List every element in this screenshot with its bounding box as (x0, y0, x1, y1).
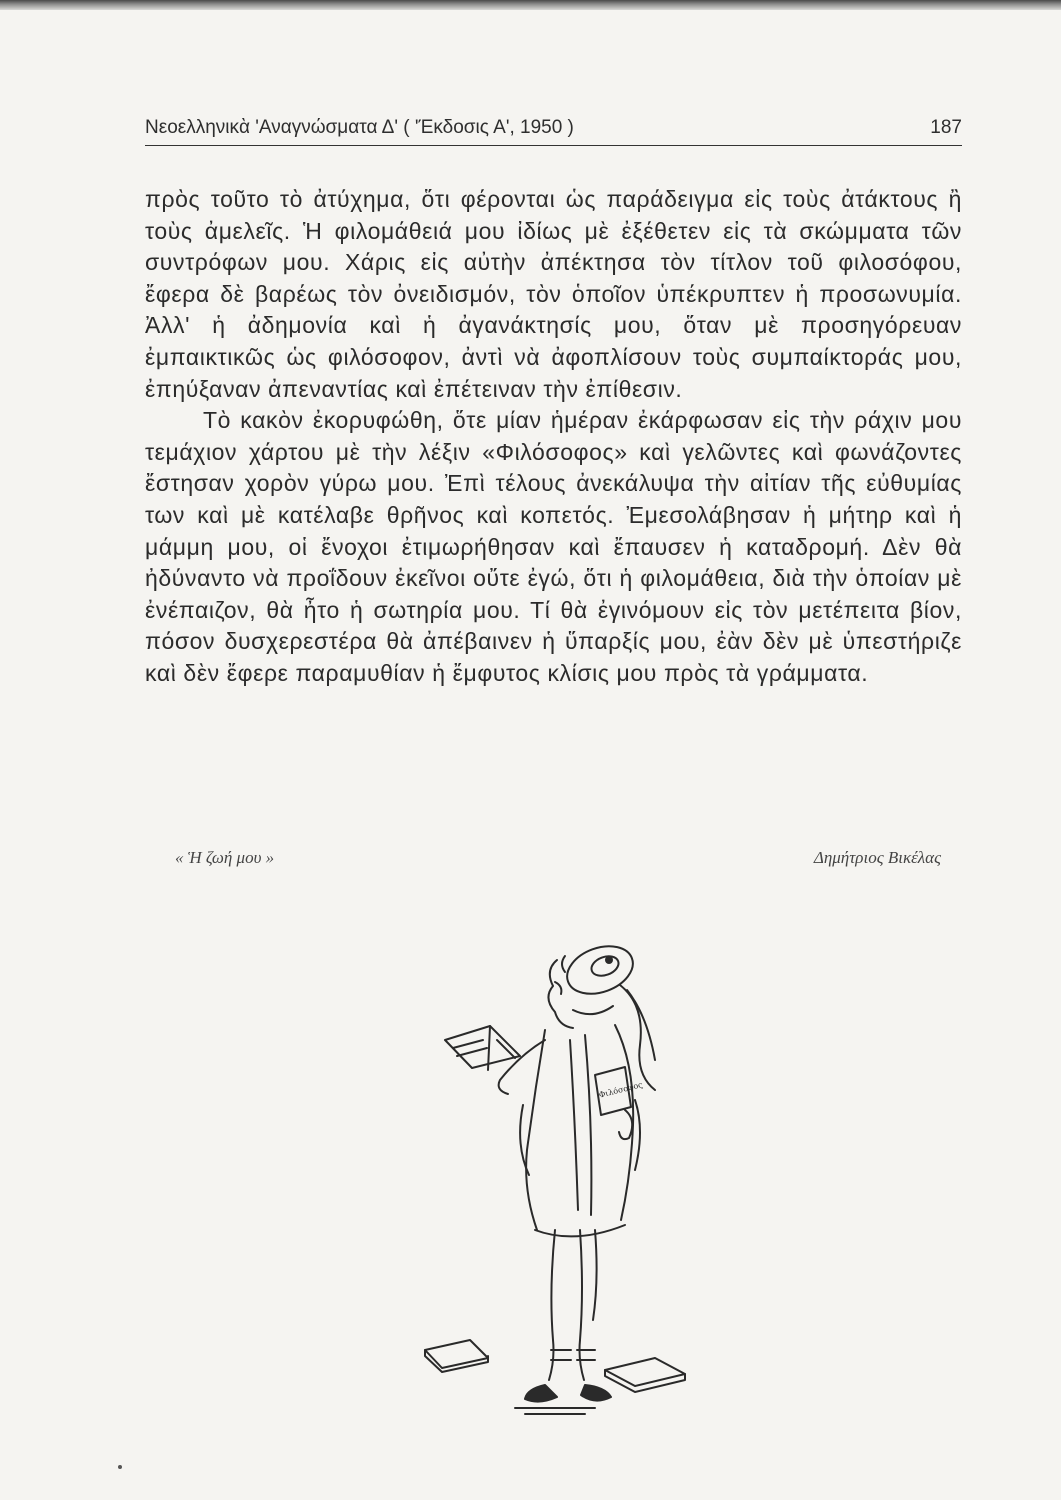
sign-text: Φιλόσοφος (597, 1080, 644, 1100)
source-citation: « Ἡ ζωή μου » (175, 848, 275, 867)
paragraph: πρὸς τοῦτο τὸ ἀτύχημα, ὅτι φέρονται ὡς παράδειγμα εἰς τοὺς ἀτάκτους ἢ τοὺς ἀμελεῖς. Ἡ φιλομάθειά μου ἰδίως μὲ ἐξέθετεν εἰς τὰ σκώμματα τῶν συντρόφων μου. Χάρις εἰς αὐτὴν ἀπέκτησα τὸν τίτλον τοῦ φιλοσόφου, ἔφερα δὲ βαρέως τὸν ὀνειδισμόν, τὸν ὁποῖον ὑπέκρυπτεν ἡ προσωνυμία. Ἀλλ' ἡ ἀδημονία καὶ ἡ ἀγανάκτησίς μου, ὅταν μὲ προσηγόρευαν ἐμπαικτικῶς ὡς φιλόσοφον, ἀντὶ νὰ ἀφοπλίσουν τοὺς συμπαίκτοράς μου, ἐπηύξαναν ἀπεναντίας καὶ ἐπέτειναν τὴν ἐπίθεσιν. (145, 186, 962, 402)
page-number: 187 (930, 117, 962, 138)
boy-reading-illustration (405, 930, 695, 1425)
scan-speck (118, 1465, 122, 1469)
running-header (145, 113, 962, 146)
running-title: Νεοελληνικὰ 'Αναγνώσματα Δ' ( 'Έκδοσις Α', 1950 ) (145, 117, 574, 138)
body-text (145, 184, 962, 690)
paragraph: Τὸ κακὸν ἐκορυφώθη, ὅτε μίαν ἡμέραν ἐκάρφωσαν εἰς τὴν ράχιν μου τεμάχιον χάρτου μὲ τὴν λέξιν «Φιλόσοφος» καὶ γελῶντες καὶ φωνάζοντες ἔστησαν χορὸν γύρω μου. Ἐπὶ τέλους ἀνεκάλυψα τὴν αἰτίαν τῆς εὐθυμίας των καὶ μὲ κατέλαβε θρῆνος καὶ κοπετός. Ἐμεσολάβησαν ἡ μήτηρ καὶ ἡ μάμμη μου, οἱ ἔνοχοι ἐτιμωρήθησαν καὶ ἔπαυσεν ἡ καταδρομή. Δὲν θὰ ἠδύναντο νὰ προΐδουν ἐκεῖνοι οὔτε ἐγώ, ὅτι ἡ φιλομάθεια, διὰ τὴν ὁποίαν μὲ ἐνέπαιζον, θὰ ἦτο ἡ σωτηρία μου. Τί θὰ ἐγινόμουν εἰς τὸν μετέπειτα βίον, πόσον δυσχερεστέρα θὰ ἀπέβαινεν ἡ ὕπαρξίς μου, ἐὰν δὲν μὲ ὑπεστήριζε καὶ δὲν ἔφερε παραμυθίαν ἡ ἔμφυτος κλίσις μου πρὸς τὰ γράμματα. (145, 407, 962, 686)
scan-top-edge (0, 0, 1061, 10)
author-name: Δημήτριος Βικέλας (813, 848, 941, 867)
